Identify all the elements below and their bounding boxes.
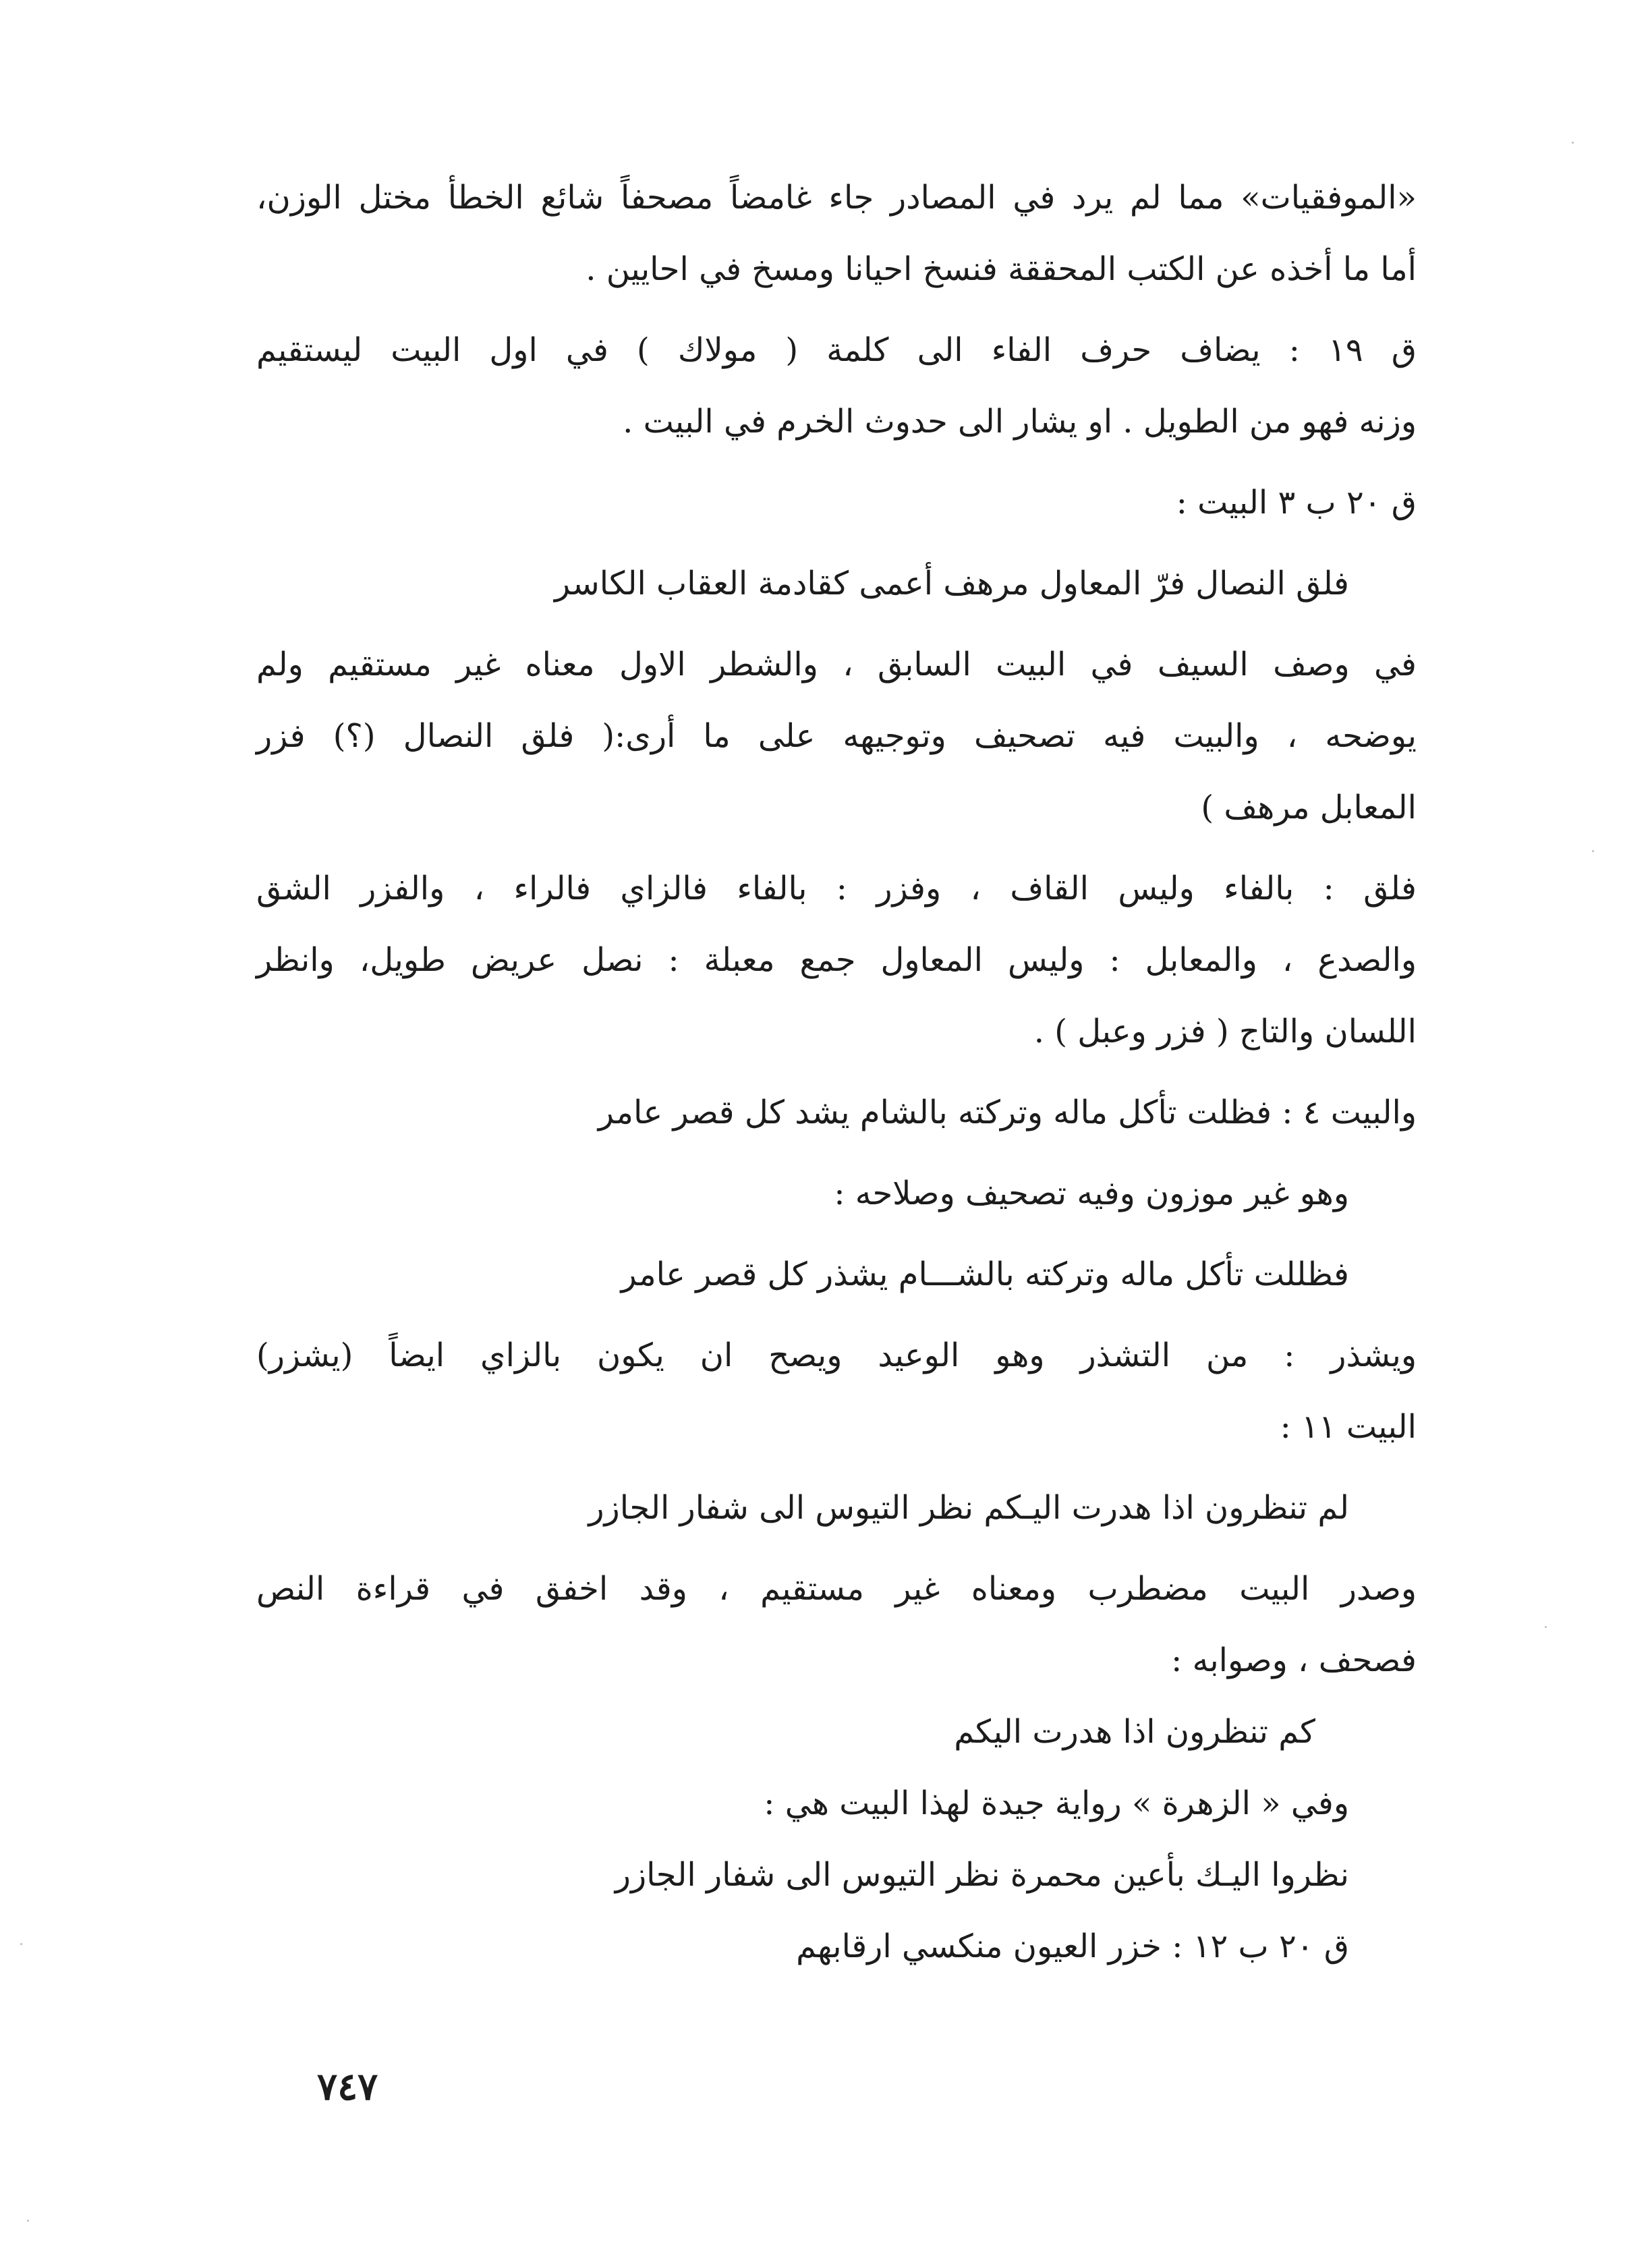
scan-speck xyxy=(20,1943,22,1945)
page-number: ٧٤٧ xyxy=(317,2064,378,2109)
verse-line: فلق النصال فرّ المعاول مرهف أعمى كقادمة العقاب الكاسر xyxy=(554,565,1349,602)
scan-speck xyxy=(1592,850,1594,852)
text-line: المعابل مرهف ) xyxy=(1201,789,1417,826)
text-line: البيت ١١ : xyxy=(1280,1408,1417,1446)
text-line: ويشذر : من التشذر وهو الوعيد ويصح ان يكون بالزاي ايضاً (يشزر) xyxy=(256,1337,1417,1374)
text-line: في وصف السيف في البيت السابق ، والشطر الاول معناه غير مستقيم ولم xyxy=(256,646,1417,683)
text-line: وصدر البيت مضطرب ومعناه غير مستقيم ، وقد اخفق في قراءة النص xyxy=(256,1570,1417,1608)
verse-line: كم تنظرون اذا هدرت اليكم xyxy=(954,1713,1315,1751)
verse-line: لم تنظرون اذا هدرت اليـكم نظر التيوس الى شفار الجازر xyxy=(588,1489,1349,1527)
text-line: «الموفقيات» مما لم يرد في المصادر جاء غامضاً مصحفاً شائع الخطأ مختل الوزن، xyxy=(256,179,1417,217)
text-line: ق ٢٠ ب ١٢ : خزر العيون منكسي ارقابهم xyxy=(796,1928,1349,1965)
text-line: ق ١٩ : يضاف حرف الفاء الى كلمة ( مولاك ) في اول البيت ليستقيم xyxy=(256,331,1417,369)
text-line: وزنه فهو من الطويل . او يشار الى حدوث الخرم في البيت . xyxy=(623,403,1417,441)
text-line: أما ما أخذه عن الكتب المحققة فنسخ احيانا ومسخ في احايين . xyxy=(586,250,1417,288)
verse-line: والبيت ٤ : فظلت تأكل ماله وتركته بالشام يشد كل قصر عامر xyxy=(598,1094,1417,1131)
text-line: وفي « الزهرة » رواية جيدة لهذا البيت هي : xyxy=(764,1785,1349,1822)
text-line: فصحف ، وصوابه : xyxy=(1171,1641,1417,1679)
scan-speck xyxy=(27,2220,29,2222)
text-line: وهو غير موزون وفيه تصحيف وصلاحه : xyxy=(834,1175,1349,1212)
text-line: فلق : بالفاء وليس القاف ، وفزر : بالفاء فالزاي فالراء ، والفزر الشق xyxy=(256,870,1417,907)
verse-line: نظروا اليـك بأعين محمرة نظر التيوس الى شفار الجازر xyxy=(615,1856,1349,1894)
verse-line: فظللت تأكل ماله وتركته بالشـــام يشذر كل قصر عامر xyxy=(621,1256,1349,1293)
scan-speck xyxy=(1572,142,1574,144)
scan-speck xyxy=(1545,1626,1547,1628)
text-line: والصدع ، والمعابل : وليس المعاول جمع معبلة : نصل عريض طويل، وانظر xyxy=(256,941,1417,979)
text-line: يوضحه ، والبيت فيه تصحيف وتوجيهه على ما أرى:( فلق النصال (؟) فزر xyxy=(256,717,1417,755)
text-line: ق ٢٠ ب ٣ البيت : xyxy=(1176,484,1417,522)
body-text xyxy=(256,162,1417,1982)
text-line: اللسان والتاج ( فزر وعبل ) . xyxy=(1033,1013,1417,1050)
